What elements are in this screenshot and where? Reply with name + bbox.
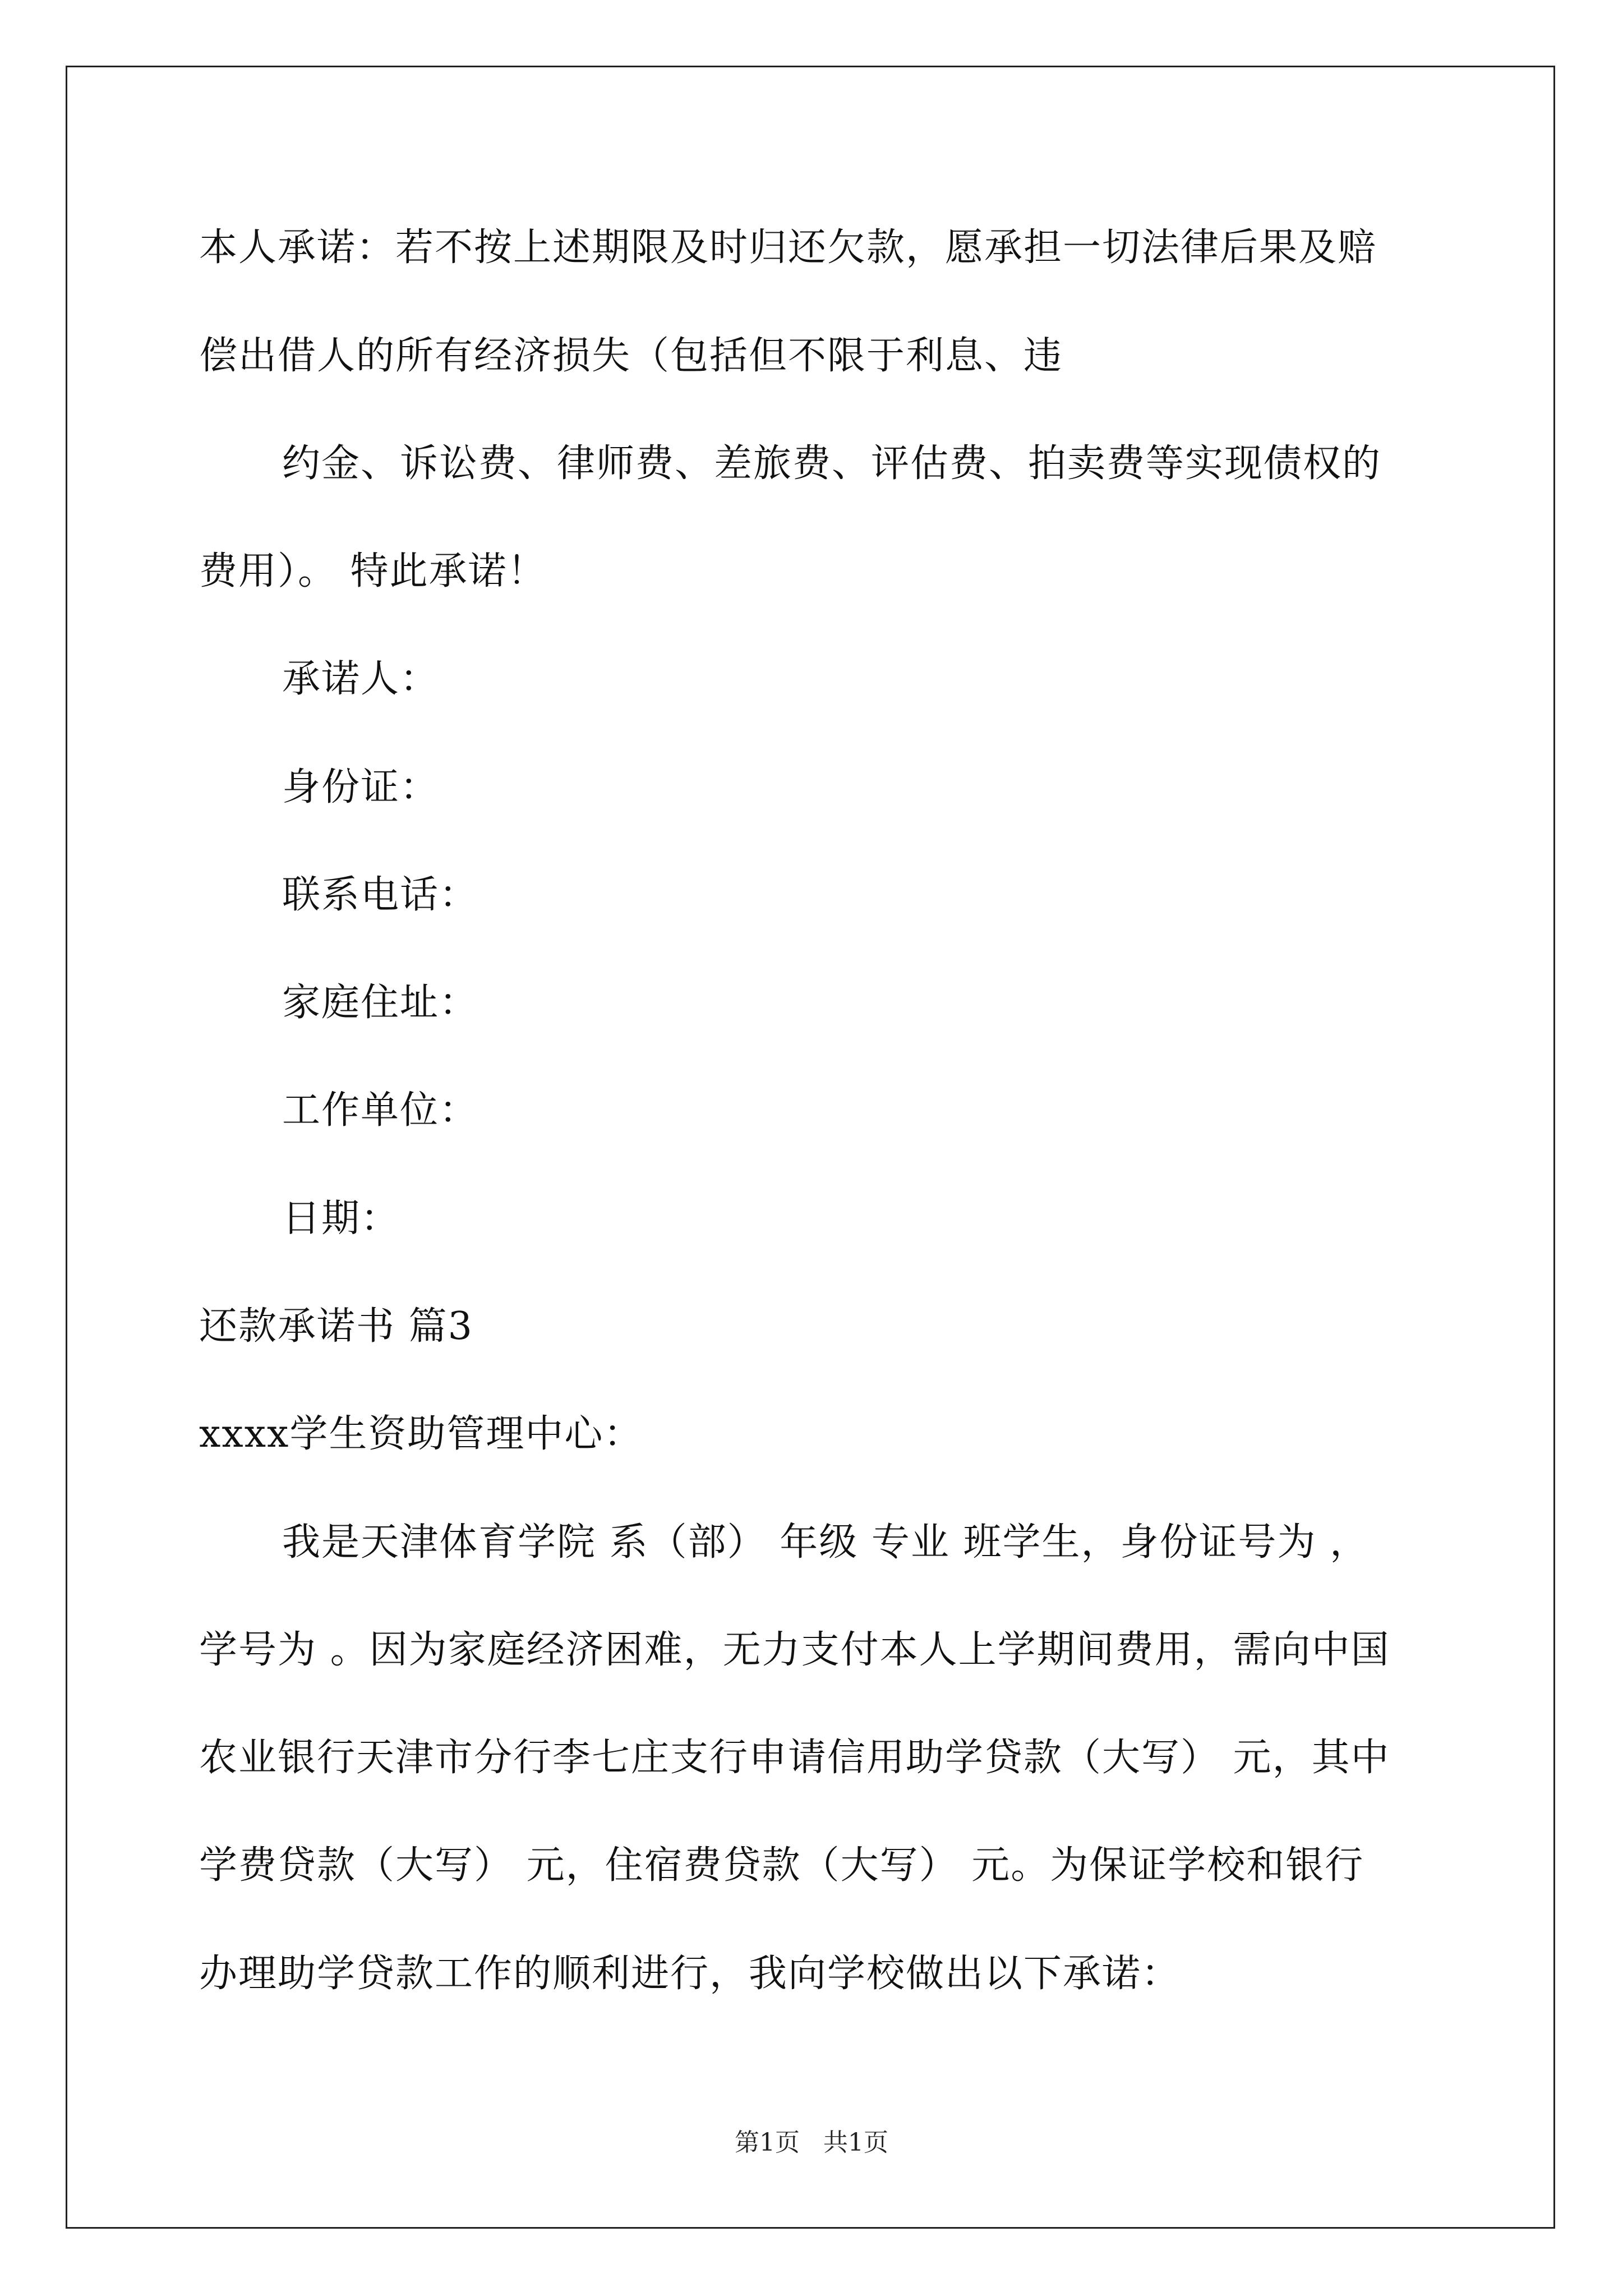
paragraph-line: 偿出借人的所有经济损失（包括但不限于利息、违 xyxy=(199,334,1063,378)
addressee: xxxx学生资助管理中心： xyxy=(199,1412,643,1456)
id-card-label: 身份证： xyxy=(282,765,440,809)
page-footer: 第1页 共1页 xyxy=(735,2128,888,2157)
phone-label: 联系电话： xyxy=(282,873,479,917)
paragraph-line: 本人承诺：若不按上述期限及时归还欠款，愿承担一切法律后果及赔 xyxy=(199,226,1377,270)
section-heading: 还款承诺书 篇3 xyxy=(199,1304,473,1349)
date-label: 日期： xyxy=(282,1197,400,1241)
paragraph-line: 约金、诉讼费、律师费、差旅费、评估费、拍卖费等实现债权的 xyxy=(282,441,1382,486)
employer-label: 工作单位： xyxy=(282,1088,479,1133)
paragraph-line: 办理助学贷款工作的顺利进行，我向学校做出以下承诺： xyxy=(199,1952,1181,1996)
paragraph-line: 学费贷款（大写） 元，住宿费贷款（大写） 元。为保证学校和银行 xyxy=(199,1843,1364,1888)
paragraph-line: 费用）。 特此承诺！ xyxy=(199,549,547,593)
signer-label: 承诺人： xyxy=(282,657,440,701)
page-border xyxy=(66,66,1555,2229)
address-label: 家庭住址： xyxy=(282,981,479,1025)
paragraph-line: 我是天津体育学院 系（部） 年级 专业 班学生，身份证号为 ， xyxy=(282,1520,1370,1565)
paragraph-line: 学号为 。因为家庭经济困难，无力支付本人上学期间费用，需向中国 xyxy=(199,1628,1390,1672)
paragraph-line: 农业银行天津市分行李七庄支行申请信用助学贷款（大写） 元，其中 xyxy=(199,1736,1390,1780)
